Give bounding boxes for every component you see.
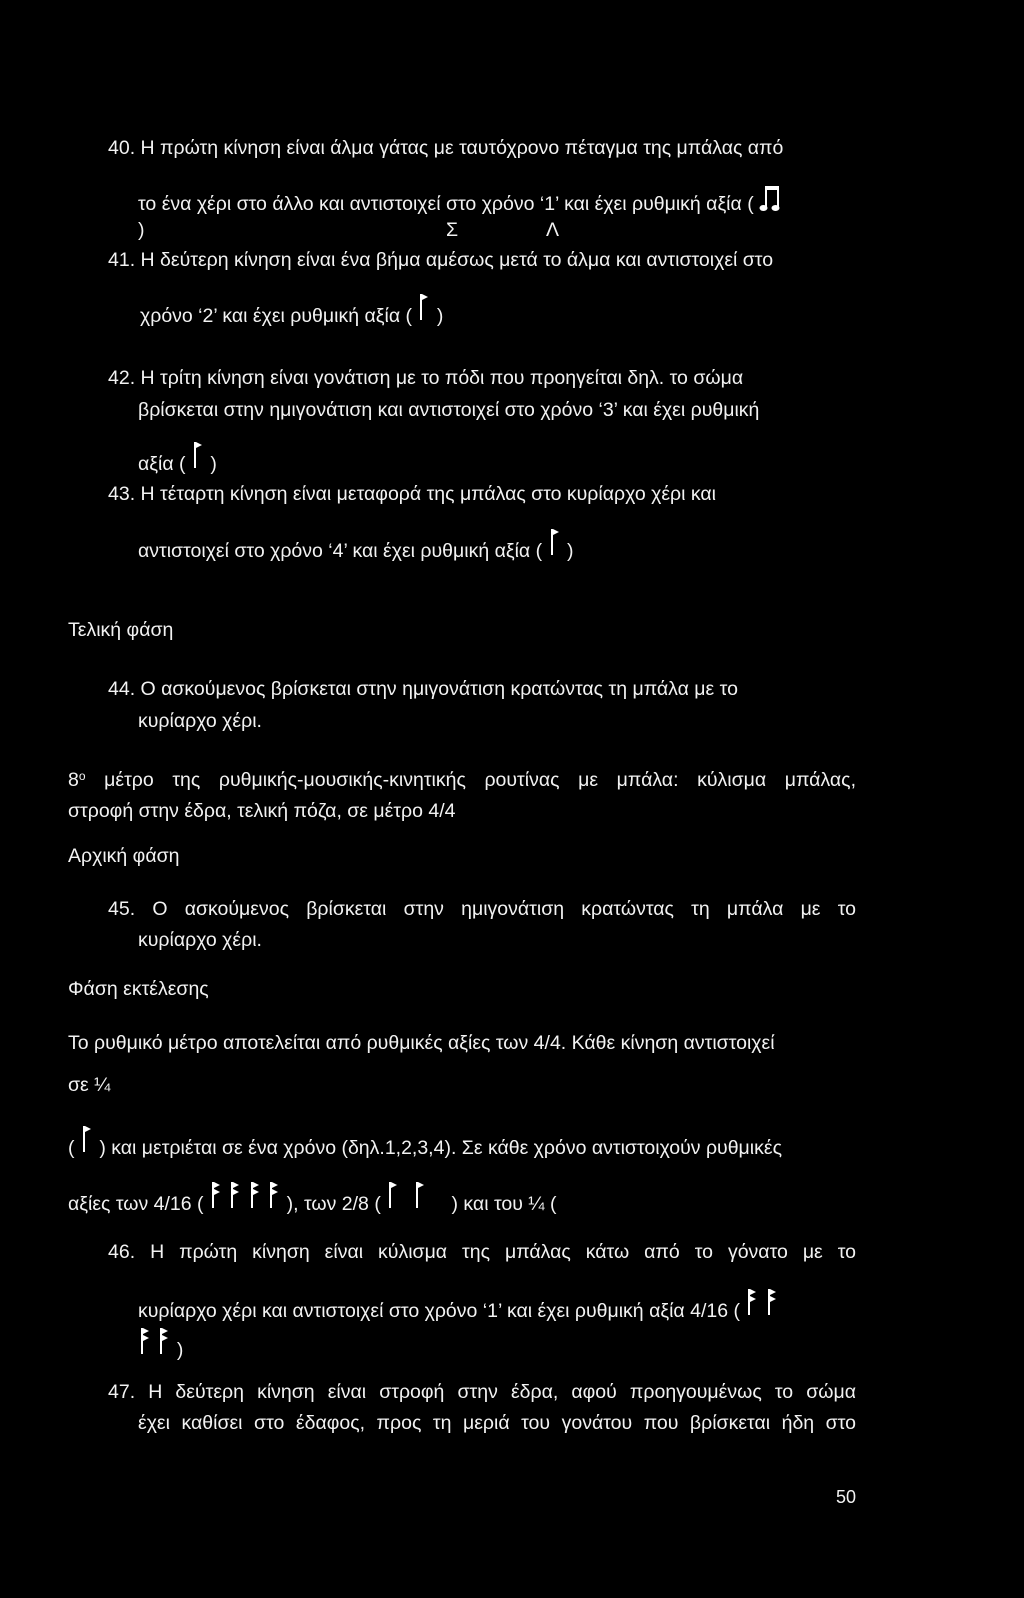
sixteenth-note-icon <box>139 1336 151 1356</box>
paragraph-line-3-text: ) και μετριέται σε ένα χρόνο (δηλ.1,2,3,4). Σε κάθε χρόνο αντιστοιχούν ρυθμικές <box>99 1137 782 1159</box>
paragraph-line-4-c: ) και του ¼ ( <box>451 1193 557 1215</box>
item-41-line-2 <box>140 302 443 328</box>
item-43-line-2 <box>138 537 573 563</box>
item-46-line-3 <box>138 1336 183 1362</box>
item-46-line-2-text: κυρίαρχο χέρι και αντιστοιχεί στο χρόνο ‘1’ και έχει ρυθμική αξία 4/16 ( <box>138 1300 740 1322</box>
item-46-line-2 <box>138 1297 779 1323</box>
measure-8-superscript: ο <box>78 769 86 783</box>
item-43-line-2-close: ) <box>566 540 574 562</box>
item-41-line-2-text: χρόνο ‘2’ και έχει ρυθμική αξία ( <box>140 305 413 327</box>
section-heading-execution-phase: Φάση εκτέλεσης <box>68 978 209 1000</box>
quarter-note-icon <box>418 302 430 322</box>
paragraph-line-3-open: ( <box>68 1137 75 1159</box>
paragraph-line-4 <box>68 1190 556 1216</box>
quarter-note-icon <box>81 1134 93 1154</box>
item-41-line-1: 41. Η δεύτερη κίνηση είναι ένα βήμα αμέσως μετά το άλμα και αντιστοιχεί στο <box>108 249 774 271</box>
sixteenth-note-icon <box>229 1190 241 1210</box>
sixteenth-note-icon <box>746 1297 758 1317</box>
paragraph-line-4-b: ), των 2/8 ( <box>286 1193 381 1215</box>
sixteenth-note-icon <box>210 1190 222 1210</box>
item-43-line-2-text: αντιστοιχεί στο χρόνο ‘4’ και έχει ρυθμική αξία ( <box>138 540 543 562</box>
section-heading-final-phase: Τελική φάση <box>68 619 174 641</box>
item-42-line-3 <box>138 450 217 476</box>
eighth-note-icon <box>414 1190 426 1210</box>
item-40-line-1: 40. Η πρώτη κίνηση είναι άλμα γάτας με ταυτόχρονο πέταγμα της μπάλας από <box>108 137 784 159</box>
item-47-line-2: έχει καθίσει στο έδαφος, προς τη μεριά του γονάτου που βρίσκεται ήδη στο <box>138 1412 856 1434</box>
item-40-lambda: Λ <box>546 219 560 241</box>
sixteenth-note-icon <box>268 1190 280 1210</box>
item-42-line-3-close: ) <box>210 453 217 475</box>
item-41-line-2-close: ) <box>436 305 444 327</box>
page-number: 50 <box>836 1487 857 1507</box>
item-40-sigma: Σ <box>446 219 459 241</box>
paragraph-line-2: σε ¼ <box>68 1074 111 1096</box>
eighth-pair-note-icon <box>759 188 781 210</box>
item-47-line-1: 47. Η δεύτερη κίνηση είναι στροφή στην έδρα, αφού προηγουμένως το σώμα <box>108 1381 856 1403</box>
item-43-line-1: 43. Η τέταρτη κίνηση είναι μεταφορά της μπάλας στο κυρίαρχο χέρι και <box>108 483 716 505</box>
measure-8-line-1 <box>68 768 856 792</box>
measure-8-line-2: στροφή στην έδρα, τελική πόζα, σε μέτρο 4/4 <box>68 800 456 822</box>
item-40-line-2 <box>138 188 781 216</box>
eighth-note-icon <box>387 1190 399 1210</box>
measure-8-line-1-text: μέτρο της ρυθμικής-μουσικής-κινητικής ρουτίνας με μπάλα: κύλισμα μπάλας, <box>104 769 856 791</box>
paragraph-line-4-a: αξίες των 4/16 ( <box>68 1193 204 1215</box>
item-45-line-1: 45. Ο ασκούμενος βρίσκεται στην ημιγονάτιση κρατώντας τη μπάλα με το <box>108 898 856 920</box>
item-42-line-2: βρίσκεται στην ημιγονάτιση και αντιστοιχεί στο χρόνο ‘3’ και έχει ρυθμική <box>138 399 760 421</box>
sixteenth-note-icon <box>766 1297 778 1317</box>
paragraph-line-1: Το ρυθμικό μέτρο αποτελείται από ρυθμικές αξίες των 4/4. Κάθε κίνηση αντιστοιχεί <box>68 1032 775 1054</box>
measure-8-number: 8 <box>68 769 79 791</box>
item-45-line-2: κυρίαρχο χέρι. <box>138 929 262 951</box>
item-44-line-1: 44. Ο ασκούμενος βρίσκεται στην ημιγονάτιση κρατώντας τη μπάλα με το <box>108 678 738 700</box>
item-46-line-3-close: ) <box>176 1339 184 1361</box>
paragraph-line-3 <box>68 1134 782 1160</box>
item-46-line-1: 46. Η πρώτη κίνηση είναι κύλισμα της μπάλας κάτω από το γόνατο με το <box>108 1241 856 1263</box>
quarter-note-icon <box>549 537 561 557</box>
item-40-line-2-text: το ένα χέρι στο άλλο και αντιστοιχεί στο χρόνο ‘1’ και έχει ρυθμική αξία ( <box>138 193 754 215</box>
item-42-line-3-text: αξία ( <box>138 453 186 475</box>
sixteenth-note-icon <box>158 1336 170 1356</box>
sixteenth-note-icon <box>249 1190 261 1210</box>
section-heading-initial-phase: Αρχική φάση <box>68 845 180 867</box>
item-44-line-2: κυρίαρχο χέρι. <box>138 710 262 732</box>
item-40-close: ) <box>138 219 145 241</box>
quarter-note-icon <box>192 450 204 470</box>
item-42-line-1: 42. Η τρίτη κίνηση είναι γονάτιση με το πόδι που προηγείται δηλ. το σώμα <box>108 367 744 389</box>
